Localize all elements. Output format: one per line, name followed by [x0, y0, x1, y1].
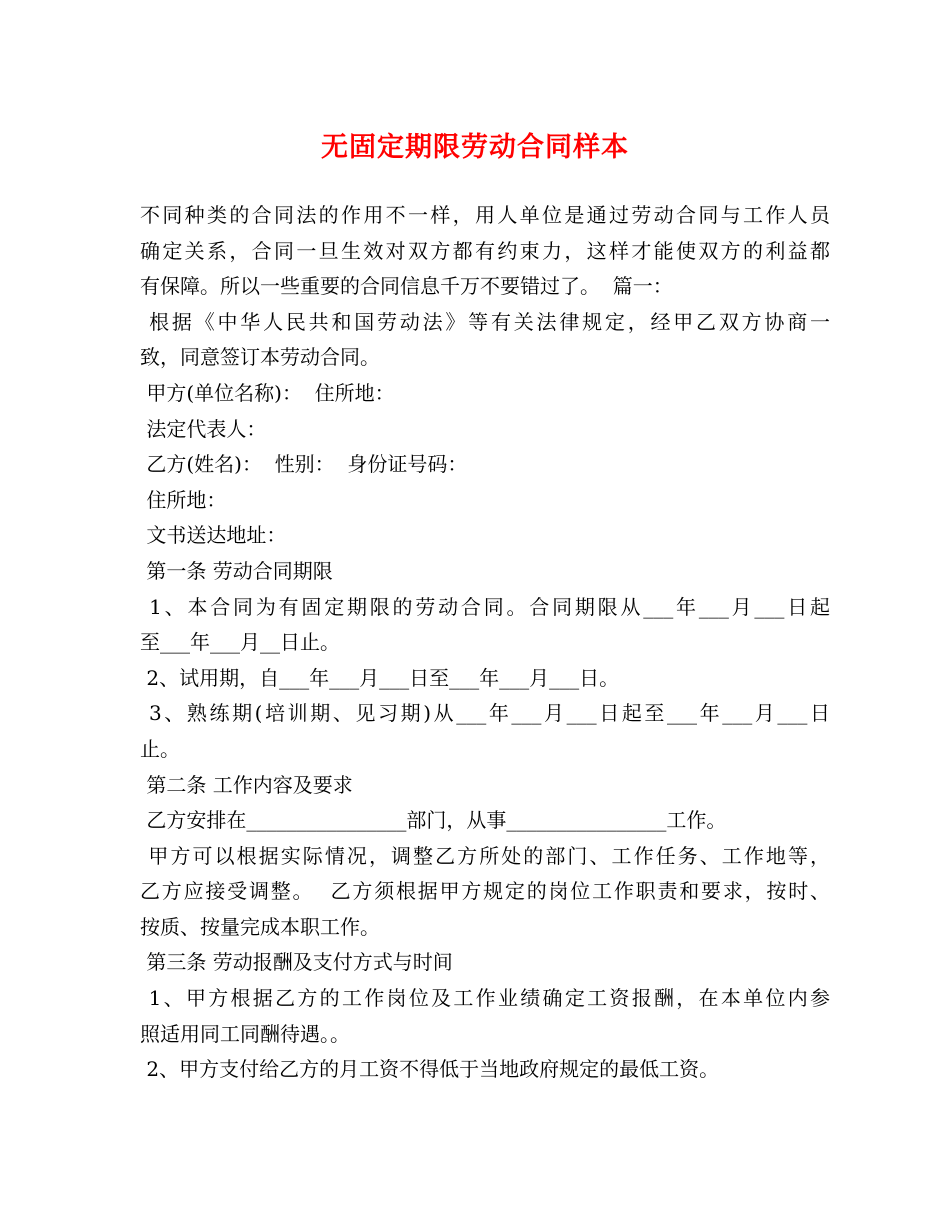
document-line: 第三条 劳动报酬及支付方式与时间 — [140, 950, 453, 975]
document-line: 第二条 工作内容及要求 — [140, 772, 353, 797]
document-line: 至___年___月__日止。 — [140, 630, 340, 655]
document-line: 确定关系，合同一旦生效对双方都有约束力，这样才能使双方的利益都 — [140, 238, 830, 263]
document-line: 乙方应接受调整。 乙方须根据甲方规定的岗位工作职责和要求，按时、 — [140, 879, 830, 904]
document-line: 1、甲方根据乙方的工作岗位及工作业绩确定工资报酬，在本单位内参 — [140, 986, 830, 1011]
document-line: 乙方(姓名)： 性别： 身份证号码： — [140, 452, 468, 477]
document-title: 无固定期限劳动合同样本 — [321, 132, 629, 163]
document-line: 文书送达地址： — [140, 523, 287, 548]
document-line: 第一条 劳动合同期限 — [140, 558, 333, 583]
document-body — [140, 198, 830, 1088]
document-line: 按质、按量完成本职工作。 — [140, 914, 380, 939]
document-line: 乙方安排在________________部门，从事________________工作。 — [140, 808, 727, 833]
document-line: 甲方可以根据实际情况，调整乙方所处的部门、工作任务、工作地等， — [140, 843, 830, 868]
document-line: 2、甲方支付给乙方的月工资不得低于当地政府规定的最低工资。 — [140, 1057, 720, 1082]
document-line: 1、本合同为有固定期限的劳动合同。合同期限从___年___月___日起 — [140, 594, 830, 619]
document-line: 照适用同工同酬待遇。。 — [140, 1021, 350, 1046]
document-line: 法定代表人： — [140, 416, 267, 441]
document-line: 有保障。所以一些重要的合同信息千万不要错过了。 篇一： — [140, 274, 673, 299]
document-line: 2、试用期，自___年___月___日至___年___月___日。 — [140, 665, 620, 690]
document-line: 甲方(单位名称)： 住所地： — [140, 380, 395, 405]
document-line: 根据《中华人民共和国劳动法》等有关法律规定，经甲乙双方协商一 — [140, 309, 830, 334]
document-line: 不同种类的合同法的作用不一样，用人单位是通过劳动合同与工作人员 — [140, 203, 830, 227]
document-line: 止。 — [140, 736, 180, 761]
document-line: 住所地： — [140, 487, 227, 512]
document-line: 致，同意签订本劳动合同。 — [140, 345, 380, 370]
document-line: 3、熟练期(培训期、见习期)从___年___月___日起至___年___月___日 — [140, 701, 830, 726]
